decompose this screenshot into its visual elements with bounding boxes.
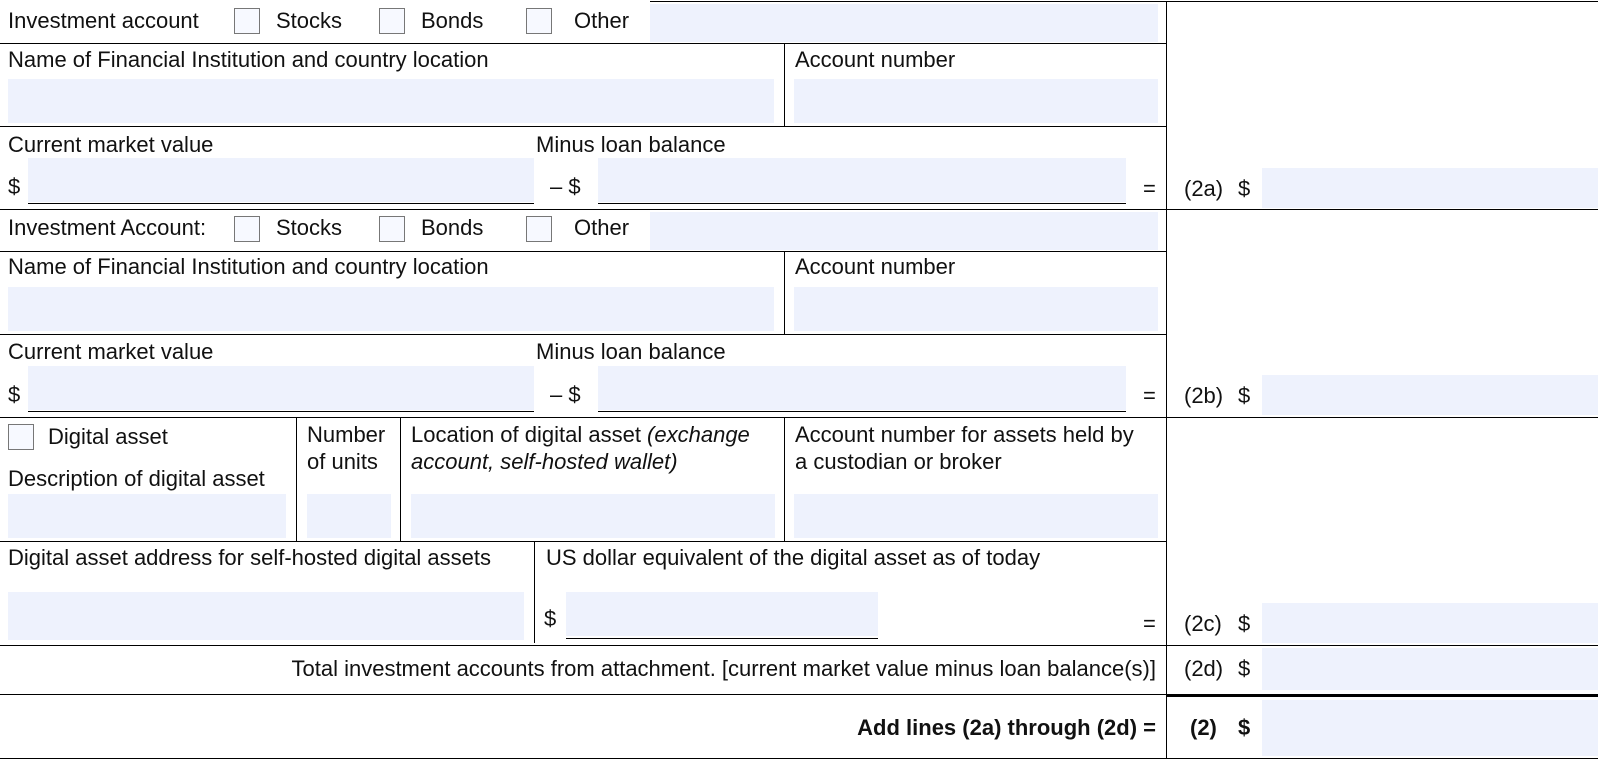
- bonds-label: Bonds: [421, 8, 484, 33]
- account-number-label: Account number: [795, 47, 956, 72]
- attachment-label: Total investment accounts from attachment. [current market value minus loan balance(s)]: [291, 656, 1156, 681]
- divider: [0, 43, 1166, 44]
- other-description-field[interactable]: [650, 4, 1158, 42]
- line-label-2b: (2b): [1184, 383, 1224, 408]
- divider: [0, 758, 1598, 759]
- dollar-sign: $: [8, 382, 21, 407]
- address-label: Digital asset address for self-hosted digital assets: [8, 545, 492, 570]
- loan-balance-field[interactable]: [598, 366, 1126, 410]
- divider: [784, 251, 785, 334]
- other-checkbox[interactable]: [526, 8, 552, 34]
- stocks-checkbox[interactable]: [234, 8, 260, 34]
- underline: [566, 638, 878, 639]
- bonds-checkbox[interactable]: [379, 8, 405, 34]
- account-number-field[interactable]: [794, 79, 1158, 123]
- underline: [28, 411, 534, 412]
- line-dollar-sign: $: [1238, 176, 1251, 201]
- divider: [0, 209, 1598, 210]
- line-label-2a: (2a): [1184, 176, 1224, 201]
- line-dollar-sign: $: [1238, 383, 1251, 408]
- loan-balance-label: Minus loan balance: [536, 132, 726, 157]
- market-value-label: Current market value: [8, 339, 214, 364]
- equals-sign: =: [1143, 611, 1156, 636]
- underline: [28, 203, 534, 204]
- line-dollar-sign: $: [1238, 611, 1251, 636]
- institution-field[interactable]: [8, 287, 774, 331]
- divider: [534, 541, 535, 643]
- line-2d-amount-field[interactable]: [1262, 648, 1598, 690]
- divider: [784, 43, 785, 126]
- line-dollar-sign: $: [1238, 656, 1251, 681]
- institution-field[interactable]: [8, 79, 774, 123]
- custodian-label-line2: a custodian or broker: [795, 449, 1002, 474]
- divider: [650, 1, 1598, 2]
- stocks-checkbox[interactable]: [234, 216, 260, 242]
- equals-sign: =: [1143, 383, 1156, 408]
- divider: [0, 251, 1166, 252]
- minus-dollar-sign: – $: [550, 174, 581, 199]
- underline: [598, 411, 1126, 412]
- usd-label: US dollar equivalent of the digital asset as of today: [546, 545, 1041, 570]
- account-number-label: Account number: [795, 254, 956, 279]
- institution-label: Name of Financial Institution and country location: [8, 47, 489, 72]
- line-dollar-sign: $: [1238, 715, 1251, 740]
- dollar-sign: $: [544, 606, 557, 631]
- account-number-field[interactable]: [794, 287, 1158, 331]
- other-label: Other: [574, 8, 630, 33]
- line-2-total-field[interactable]: [1262, 700, 1598, 756]
- divider: [0, 645, 1598, 646]
- equals-sign: =: [1143, 176, 1156, 201]
- divider: [296, 417, 297, 541]
- divider: [400, 417, 401, 541]
- custodian-account-field[interactable]: [794, 494, 1158, 538]
- stocks-label: Stocks: [276, 8, 343, 33]
- units-field[interactable]: [307, 494, 391, 538]
- divider: [1166, 694, 1598, 697]
- location-field[interactable]: [411, 494, 775, 538]
- stocks-label: Stocks: [276, 215, 343, 240]
- line-2c-amount-field[interactable]: [1262, 603, 1598, 643]
- divider: [0, 334, 1166, 335]
- units-label-line2: of units: [307, 449, 378, 474]
- line-label-2c: (2c): [1184, 611, 1222, 636]
- market-value-field[interactable]: [28, 158, 534, 202]
- loan-balance-field[interactable]: [598, 158, 1126, 202]
- other-description-field[interactable]: [650, 212, 1158, 250]
- minus-dollar-sign: – $: [550, 382, 581, 407]
- account-type-label: Investment Account:: [8, 215, 207, 240]
- custodian-label-line1: Account number for assets held by: [795, 422, 1134, 447]
- divider: [0, 126, 1166, 127]
- market-value-field[interactable]: [28, 366, 534, 410]
- total-label: Add lines (2a) through (2d) =: [857, 715, 1156, 740]
- market-value-label: Current market value: [8, 132, 214, 157]
- institution-label: Name of Financial Institution and country location: [8, 254, 489, 279]
- units-label-line1: Number: [307, 422, 386, 447]
- loan-balance-label: Minus loan balance: [536, 339, 726, 364]
- address-field[interactable]: [8, 592, 524, 640]
- underline: [598, 203, 1126, 204]
- other-checkbox[interactable]: [526, 216, 552, 242]
- divider: [0, 541, 1166, 542]
- dollar-sign: $: [8, 174, 21, 199]
- location-label-line2: account, self-hosted wallet): [411, 449, 678, 474]
- line-2b-amount-field[interactable]: [1262, 375, 1598, 415]
- digital-asset-checkbox[interactable]: [8, 424, 34, 450]
- location-label-line1: Location of digital asset (exchange: [411, 422, 750, 447]
- line-label-2: (2): [1190, 715, 1217, 740]
- description-label: Description of digital asset: [8, 466, 265, 491]
- account-type-label: Investment account: [8, 8, 199, 33]
- bonds-checkbox[interactable]: [379, 216, 405, 242]
- line-label-2d: (2d): [1184, 656, 1224, 681]
- digital-asset-label: Digital asset: [48, 424, 168, 449]
- line-2a-amount-field[interactable]: [1262, 168, 1598, 208]
- divider: [784, 417, 785, 541]
- bonds-label: Bonds: [421, 215, 484, 240]
- description-field[interactable]: [8, 494, 286, 538]
- usd-value-field[interactable]: [566, 592, 878, 636]
- other-label: Other: [574, 215, 630, 240]
- divider: [0, 417, 1598, 418]
